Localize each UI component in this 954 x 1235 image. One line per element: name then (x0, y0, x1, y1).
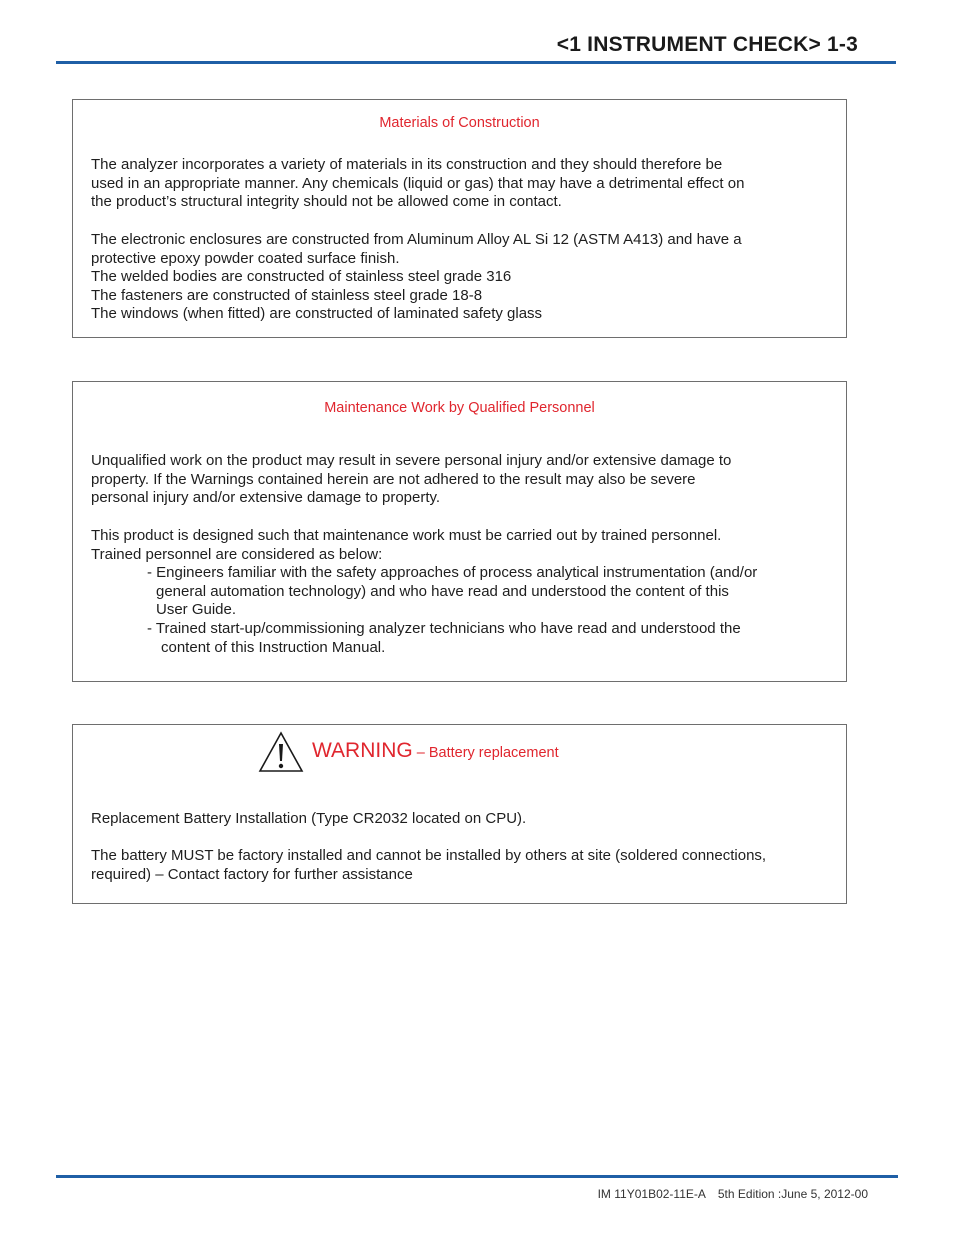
bullet-line: general automation technology) and who have read and understood the content of this (156, 582, 729, 600)
warning-paragraph-2 (91, 847, 766, 884)
text-line: property. If the Warnings contained herein are not adhered to the result may also be severe (91, 470, 696, 488)
text-line: Replacement Battery Installation (Type CR2032 located on CPU). (91, 810, 527, 827)
text-line: personal injury and/or extensive damage to property. (91, 489, 441, 507)
text-line: The analyzer incorporates a variety of materials in its construction and they should therefore be (91, 156, 723, 173)
materials-paragraph-1 (91, 156, 744, 212)
text-line: Unqualified work on the product may result in severe personal injury and/or extensive damage to (91, 452, 732, 469)
text-line: The electronic enclosures are constructed from Aluminum Alloy AL Si 12 (ASTM A413) and have a (91, 231, 742, 248)
text-line: The battery MUST be factory installed and cannot be installed by others at site (soldered connections, (91, 847, 767, 864)
warning-subheading: – Battery replacement (412, 745, 559, 761)
text-line: This product is designed such that maintenance work must be carried out by trained personnel. (91, 527, 722, 544)
warning-paragraph-1 (91, 810, 526, 829)
maintenance-paragraph-1 (91, 452, 731, 508)
warning-triangle-icon (258, 731, 304, 778)
bullet-line: - Trained start-up/commissioning analyzer technicians who have read and understood the (147, 619, 741, 637)
maintenance-paragraph-2 (91, 527, 757, 657)
page-header-title: <1 INSTRUMENT CHECK> 1-3 (556, 33, 858, 56)
text-line: used in an appropriate manner. Any chemicals (liquid or gas) that may have a detrimental effect on (91, 174, 745, 192)
text-line: The welded bodies are constructed of stainless steel grade 316 (91, 268, 512, 286)
text-line: The fasteners are constructed of stainless steel grade 18-8 (91, 286, 483, 304)
warning-label: WARNING (312, 739, 413, 762)
footer-edition: 5th Edition :June 5, 2012-00 (717, 1187, 868, 1201)
text-line: protective epoxy powder coated surface finish. (91, 249, 400, 267)
bullet-line: - Engineers familiar with the safety approaches of process analytical instrumentation (and/or (147, 564, 758, 582)
header-rule (56, 61, 896, 64)
footer-doc-id: IM 11Y01B02-11E-A (597, 1187, 706, 1201)
warning-notice-box (72, 724, 847, 904)
maintenance-box-title: Maintenance Work by Qualified Personnel (324, 400, 595, 416)
text-line: The windows (when fitted) are constructed of laminated safety glass (91, 305, 543, 323)
text-line: the product’s structural integrity should not be allowed come in contact. (91, 193, 562, 211)
text-line: Trained personnel are considered as below: (91, 545, 383, 563)
materials-box-title: Materials of Construction (379, 115, 540, 131)
footer-rule (56, 1175, 898, 1178)
page-footer (598, 1187, 868, 1201)
materials-notice-box (72, 99, 847, 338)
bullet-line: content of this Instruction Manual. (161, 638, 386, 656)
maintenance-notice-box (72, 381, 847, 682)
materials-paragraph-2 (91, 231, 742, 324)
text-line: required) – Contact factory for further assistance (91, 865, 413, 883)
bullet-line: User Guide. (156, 601, 237, 619)
